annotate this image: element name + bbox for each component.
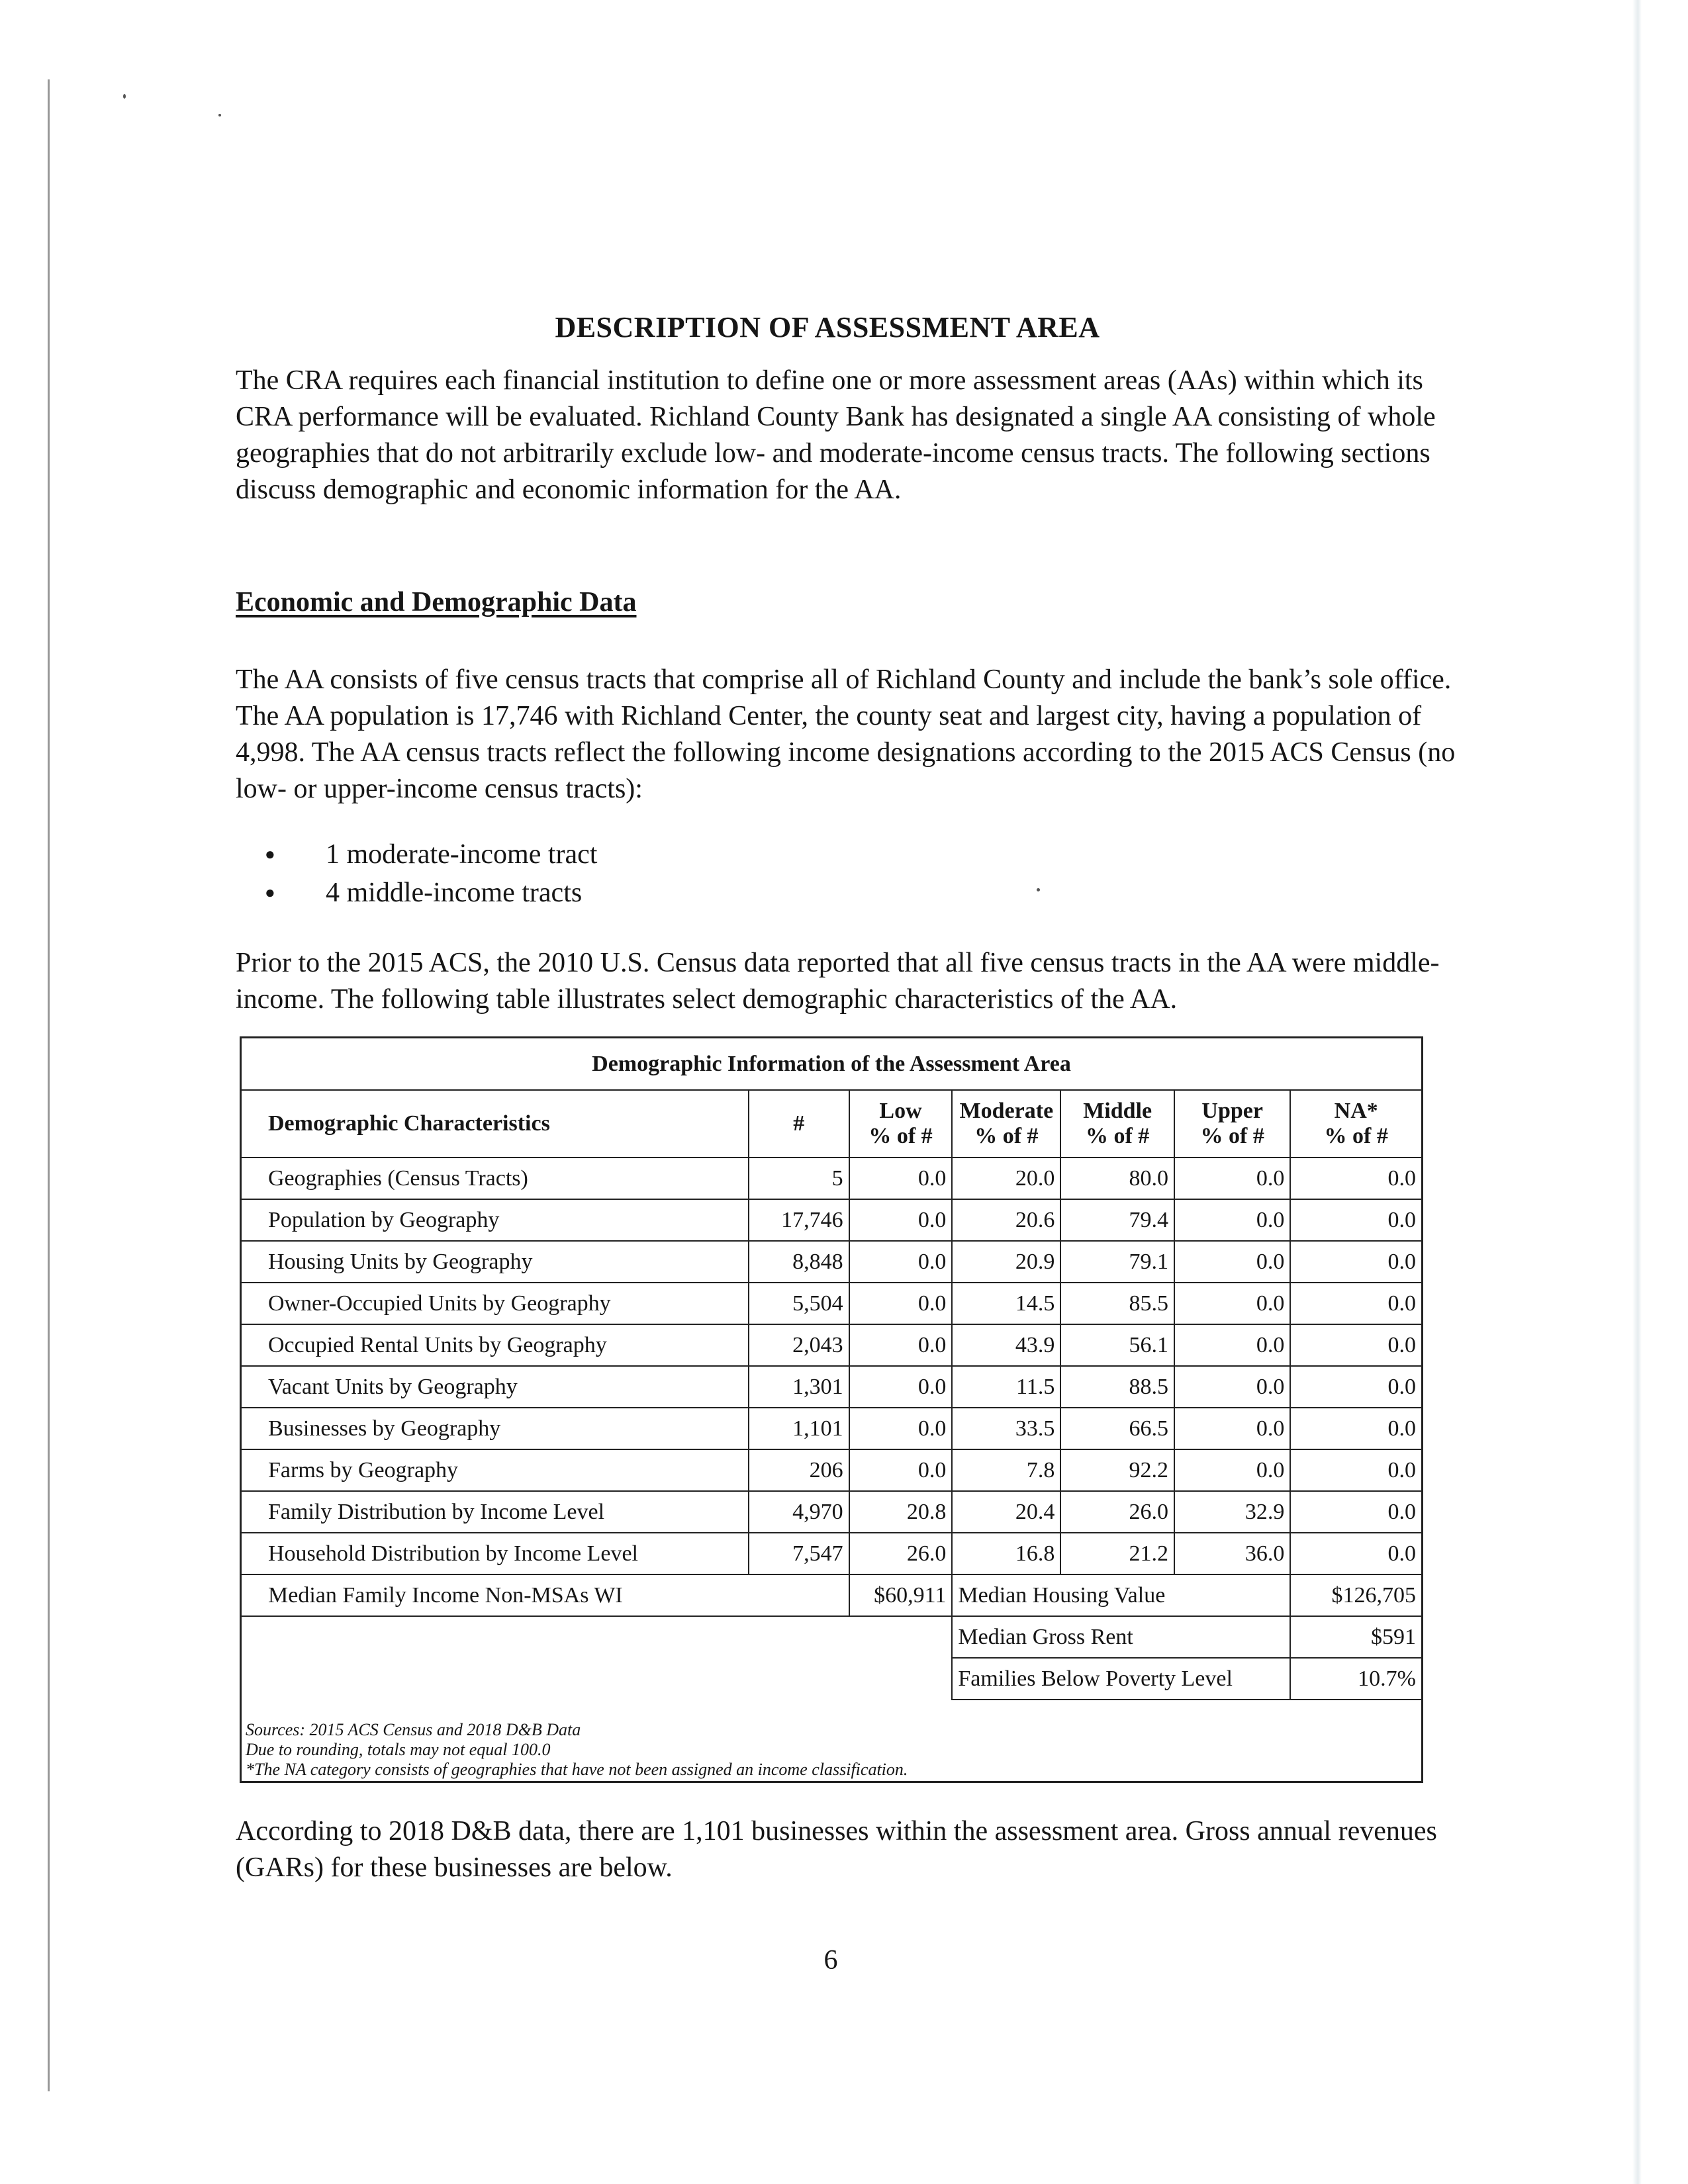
- cell-count: 7,547: [749, 1533, 849, 1574]
- census-paragraph: The AA consists of five census tracts that comprise all of Richland County and include the bank’s sole office. The AA population is 17,746 with Richland Center, the county seat and largest city, having a population of 4,998. The AA census tracts reflect the following income designations according to the 2015 ACS Census (no low- or upper-income census tracts):: [236, 664, 1456, 804]
- row-label: Owner-Occupied Units by Geography: [242, 1283, 749, 1324]
- row-label: Farms by Geography: [242, 1449, 749, 1491]
- list-item: ● 4 middle-income tracts: [265, 874, 597, 912]
- row-label: Vacant Units by Geography: [242, 1366, 749, 1408]
- cell-low: 0.0: [849, 1449, 953, 1491]
- cell-upper: 0.0: [1174, 1199, 1290, 1241]
- table-header-row: [242, 1090, 1421, 1158]
- cell-na: 0.0: [1290, 1449, 1421, 1491]
- cell-middle: 80.0: [1060, 1158, 1174, 1199]
- cell-count: 1,301: [749, 1366, 849, 1408]
- cell-count: 5,504: [749, 1283, 849, 1324]
- table-row: [242, 1199, 1421, 1241]
- header-na-sub: % of #: [1324, 1124, 1388, 1148]
- cell-moderate: 33.5: [952, 1408, 1060, 1449]
- cell-upper: 0.0: [1174, 1366, 1290, 1408]
- cell-moderate: 43.9: [952, 1324, 1060, 1366]
- cell-count: 206: [749, 1449, 849, 1491]
- table-sources: [246, 1720, 908, 1780]
- cell-na: 0.0: [1290, 1199, 1421, 1241]
- cell-na: 0.0: [1290, 1533, 1421, 1574]
- cell-upper: 0.0: [1174, 1158, 1290, 1199]
- row-label: Family Distribution by Income Level: [242, 1491, 749, 1533]
- table-caption: Demographic Information of the Assessment Area: [242, 1038, 1421, 1090]
- header-moderate-title: Moderate: [959, 1099, 1054, 1123]
- cell-na: 0.0: [1290, 1324, 1421, 1366]
- cell-middle: 66.5: [1060, 1408, 1174, 1449]
- cell-moderate: 11.5: [952, 1366, 1060, 1408]
- cell-count: 4,970: [749, 1491, 849, 1533]
- table-row: [242, 1324, 1421, 1366]
- cell-moderate: 20.6: [952, 1199, 1060, 1241]
- cell-na: 0.0: [1290, 1158, 1421, 1199]
- cell-moderate: 20.0: [952, 1158, 1060, 1199]
- table-row: [242, 1283, 1421, 1324]
- cell-count: 1,101: [749, 1408, 849, 1449]
- median-family-income-label: Median Family Income Non-MSAs WI: [242, 1574, 849, 1616]
- table-row: [242, 1408, 1421, 1449]
- cell-low: 26.0: [849, 1533, 953, 1574]
- cell-count: 5: [749, 1158, 849, 1199]
- tract-list: [265, 835, 597, 912]
- summary-row-poverty: [242, 1658, 1421, 1700]
- median-housing-value-label: Median Housing Value: [952, 1574, 1290, 1616]
- cell-middle: 56.1: [1060, 1324, 1174, 1366]
- cell-moderate: 14.5: [952, 1283, 1060, 1324]
- cell-moderate: 20.9: [952, 1241, 1060, 1283]
- demographic-table-box: [240, 1036, 1423, 1783]
- median-housing-value: $126,705: [1290, 1574, 1421, 1616]
- cell-moderate: 7.8: [952, 1449, 1060, 1491]
- list-item: ● 1 moderate-income tract: [265, 835, 597, 874]
- header-middle: [1060, 1090, 1174, 1158]
- cell-count: 2,043: [749, 1324, 849, 1366]
- header-na: [1290, 1090, 1421, 1158]
- cell-na: 0.0: [1290, 1408, 1421, 1449]
- row-label: Geographies (Census Tracts): [242, 1158, 749, 1199]
- cell-middle: 79.1: [1060, 1241, 1174, 1283]
- header-middle-sub: % of #: [1085, 1124, 1150, 1148]
- cell-middle: 85.5: [1060, 1283, 1174, 1324]
- demographic-table: [242, 1038, 1421, 1700]
- cell-moderate: 16.8: [952, 1533, 1060, 1574]
- prior-census-paragraph: Prior to the 2015 ACS, the 2010 U.S. Census data reported that all five census tracts in the AA were middle-income. The following table illustrates select demographic characteristics of the AA.: [236, 948, 1440, 1015]
- median-family-income-value: $60,911: [849, 1574, 953, 1616]
- table-row: [242, 1158, 1421, 1199]
- cell-moderate: 20.4: [952, 1491, 1060, 1533]
- row-label: Household Distribution by Income Level: [242, 1533, 749, 1574]
- header-moderate: [952, 1090, 1060, 1158]
- header-moderate-sub: % of #: [974, 1124, 1039, 1148]
- cell-middle: 26.0: [1060, 1491, 1174, 1533]
- header-na-title: NA*: [1334, 1099, 1378, 1123]
- na-category-note: *The NA category consists of geographies that have not been assigned an income classification.: [246, 1760, 908, 1779]
- cell-count: 8,848: [749, 1241, 849, 1283]
- header-upper-title: Upper: [1201, 1099, 1263, 1123]
- summary-row-income: [242, 1574, 1421, 1616]
- page-number: 6: [823, 1945, 838, 1976]
- cell-count: 17,746: [749, 1199, 849, 1241]
- cell-upper: 0.0: [1174, 1324, 1290, 1366]
- cell-low: 0.0: [849, 1283, 953, 1324]
- sources-line: Sources: 2015 ACS Census and 2018 D&B Data: [246, 1720, 581, 1739]
- header-upper-sub: % of #: [1200, 1124, 1264, 1148]
- table-caption-row: [242, 1038, 1421, 1090]
- row-label: Population by Geography: [242, 1199, 749, 1241]
- table-row: [242, 1366, 1421, 1408]
- row-label: Businesses by Geography: [242, 1408, 749, 1449]
- cell-na: 0.0: [1290, 1241, 1421, 1283]
- page-title: DESCRIPTION OF ASSESSMENT AREA: [555, 311, 1100, 344]
- cell-na: 0.0: [1290, 1491, 1421, 1533]
- rounding-note: Due to rounding, totals may not equal 100.0: [246, 1740, 551, 1759]
- median-gross-rent-label: Median Gross Rent: [952, 1616, 1290, 1658]
- table-row: [242, 1449, 1421, 1491]
- cell-low: 0.0: [849, 1324, 953, 1366]
- scan-speck: [1037, 888, 1040, 891]
- cell-low: 0.0: [849, 1366, 953, 1408]
- cell-low: 0.0: [849, 1199, 953, 1241]
- summary-blank-cell: [242, 1616, 952, 1658]
- cell-low: 0.0: [849, 1408, 953, 1449]
- table-row: [242, 1533, 1421, 1574]
- section-heading: Economic and Demographic Data: [236, 587, 637, 617]
- cell-upper: 0.0: [1174, 1449, 1290, 1491]
- cell-upper: 32.9: [1174, 1491, 1290, 1533]
- cell-upper: 0.0: [1174, 1241, 1290, 1283]
- summary-blank-cell: [242, 1658, 952, 1700]
- cell-low: 20.8: [849, 1491, 953, 1533]
- cell-na: 0.0: [1290, 1366, 1421, 1408]
- cell-upper: 0.0: [1174, 1283, 1290, 1324]
- cell-upper: 0.0: [1174, 1408, 1290, 1449]
- families-below-poverty-value: 10.7%: [1290, 1658, 1421, 1700]
- cell-middle: 92.2: [1060, 1449, 1174, 1491]
- header-upper: [1174, 1090, 1290, 1158]
- cell-na: 0.0: [1290, 1283, 1421, 1324]
- row-label: Housing Units by Geography: [242, 1241, 749, 1283]
- cell-middle: 88.5: [1060, 1366, 1174, 1408]
- header-low-title: Low: [879, 1099, 922, 1123]
- intro-paragraph: The CRA requires each financial institution to define one or more assessment areas (AAs) within which its CRA performance will be evaluated. Richland County Bank has designated a single AA consisting of whole geographies that do not arbitrarily exclude low- and moderate-income census tracts. The following sections discuss demographic and economic information for the AA.: [236, 365, 1436, 505]
- summary-row-rent: [242, 1616, 1421, 1658]
- header-count: #: [749, 1090, 849, 1158]
- row-label: Occupied Rental Units by Geography: [242, 1324, 749, 1366]
- cell-low: 0.0: [849, 1158, 953, 1199]
- businesses-paragraph: According to 2018 D&B data, there are 1,101 businesses within the assessment area. Gross annual revenues (GARs) for these businesses are below.: [236, 1816, 1437, 1883]
- median-gross-rent-value: $591: [1290, 1616, 1421, 1658]
- table-row: [242, 1241, 1421, 1283]
- scan-speck: [218, 114, 221, 116]
- scan-left-edge: [48, 79, 50, 2091]
- cell-middle: 79.4: [1060, 1199, 1174, 1241]
- table-row: [242, 1491, 1421, 1533]
- cell-middle: 21.2: [1060, 1533, 1174, 1574]
- cell-upper: 36.0: [1174, 1533, 1290, 1574]
- header-low: [849, 1090, 953, 1158]
- header-characteristics: Demographic Characteristics: [242, 1090, 749, 1158]
- families-below-poverty-label: Families Below Poverty Level: [952, 1658, 1290, 1700]
- cell-low: 0.0: [849, 1241, 953, 1283]
- header-middle-title: Middle: [1083, 1099, 1152, 1123]
- scan-speck: [123, 94, 126, 99]
- header-low-sub: % of #: [868, 1124, 933, 1148]
